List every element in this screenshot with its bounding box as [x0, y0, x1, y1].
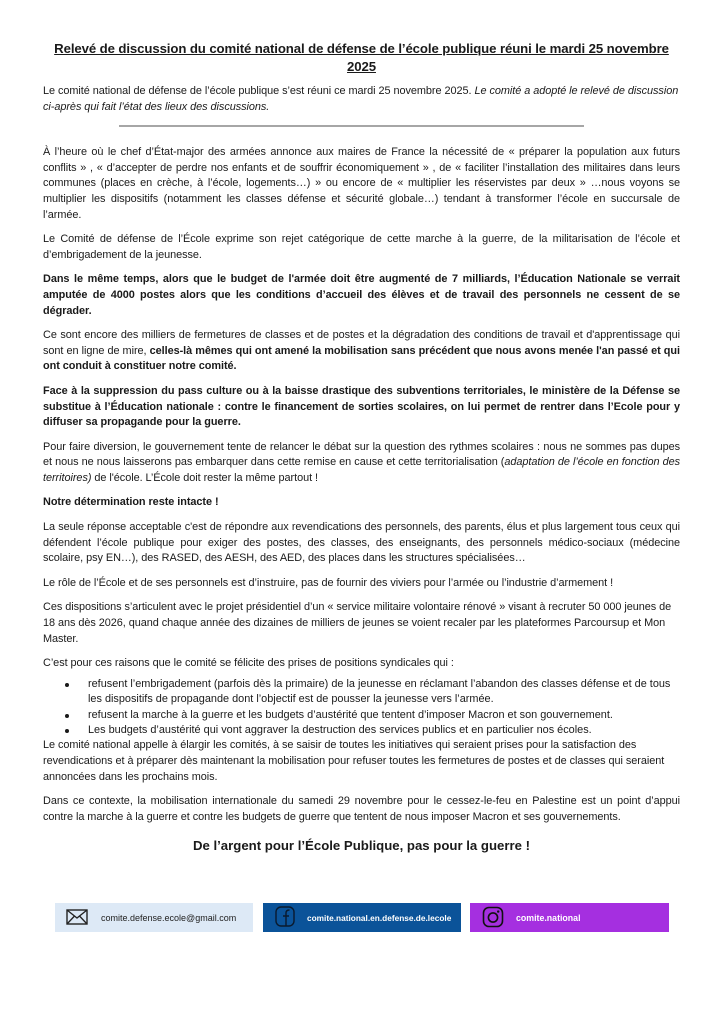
- slogan: De l’argent pour l’École Publique, pas pour la guerre !: [192, 838, 531, 854]
- rythmes-italic-text: adaptation de l’école en fonction des territoires): [43, 456, 680, 484]
- list-item-text: refusent l’embrigadement (parfois dès la primaire) de la jeunesse en réclamant l’abandon des classes défense et de tous les dispositifs de propagande dont l’objectif est de pousser la jeunesse vers l’armée.: [88, 677, 671, 706]
- paragraph-rejection: Le Comité de défense de l’École exprime son rejet catégorique de cette marche à la guerre, de la militarisation de l’école et d’embrigadement de la jeunesse.: [43, 233, 680, 261]
- paragraph-role: Le rôle de l’École et de ses personnels est d’instruire, pas de fournir des viviers pour l’armée ou l’industrie d’armement !: [43, 576, 614, 589]
- list-item: [43, 708, 680, 723]
- paragraph-pass-culture: Face à la suppression du pass culture ou à la baisse drastique des subventions territoriales, le ministère de la Défense se substitue à l’Éducation nationale : contre le financement de sorties scolaires, on lui permet de rentrer dans l’Ecole pour y diffuser sa propagande pour la guerre.: [43, 384, 680, 429]
- document-page: [43, 40, 680, 855]
- bullet-icon: [65, 714, 69, 718]
- list-item: [43, 677, 680, 708]
- paragraph-demands: La seule réponse acceptable c'est de répondre aux revendications des personnels, des parents, élus et plus largement tous ceux qui défendent l’école publique pour exiger des postes, des classes, des enseignants, des personnels médico-sociaux (médecine scolaire, psy EN…), des RASED, des AESH, des AED, des places dans les structures spécialisées…: [43, 521, 680, 565]
- paragraph-determination: Notre détermination reste intacte !: [43, 496, 219, 509]
- instagram-contact[interactable]: [470, 903, 669, 932]
- list-item: [43, 723, 680, 738]
- rythmes-text-a: Pour faire diversion, le gouvernement tente de relancer le débat sur la question des rythmes scolaires : nous ne sommes pas dupes et nous ne nous laisserons pas embarquer dans cette remise en cause et cette territorialisation (: [43, 440, 680, 469]
- paragraph-context: À l’heure où le chef d’État-major des armées annonce aux maires de France la nécessité de « préparer la population aux futurs conflits » , « d’accepter de perdre nos enfants et de souffrir économiquement » , de « faciliter l’installation des militaires dans leurs communes (places en crèche, à l’école, logements…) » ou encore de « multiplier les réservistes par deux » …nous voyons se multiplier les dispositifs (notamment les classes défense et sécurité globale…) tendant à transformer l’école en succursale de l’armée.: [43, 146, 680, 221]
- rythmes-text-b: de l'école. L’École doit rester la même partout !: [91, 471, 319, 484]
- instagram-handle[interactable]: comite.national: [516, 912, 581, 923]
- paragraph-syndicales: C’est pour ces raisons que le comité se félicite des prises de positions syndicales qui :: [43, 657, 454, 670]
- intro-paragraph: [43, 84, 680, 115]
- email-address[interactable]: comite.defense.ecole@gmail.com: [101, 912, 237, 923]
- email-contact[interactable]: [55, 903, 253, 932]
- closures-text: Ce sont encore des milliers de fermetures de classes et de postes et la dégradation des conditions de travail et d'apprentissage qui sont en ligne de mire,: [43, 329, 680, 357]
- envelope-icon: [66, 909, 88, 927]
- intro-italic-text: Le comité a adopté le relevé de discussion ci-après qui fait l’état des lieux des discussions.: [43, 85, 679, 113]
- bullet-icon: [65, 683, 69, 687]
- paragraph-budget: Dans le même temps, alors que le budget de l'armée doit être augmenté de 7 milliards, l’Éducation Nationale se verrait amputée de 4000 postes alors que les conditions d’accueil des élèves et de travail des personnels ne cessent de se dégrader.: [43, 273, 680, 317]
- separator-line: [119, 125, 584, 127]
- paragraph-call: Le comité national appelle à élargir les comités, à se saisir de toutes les initiatives qui seraient prises pour la satisfaction des revendications et à préparer dès maintenant la mobilisation pour refuser toutes les fermetures de postes et de classes qui seraient annoncées dans les prochains mois.: [43, 739, 665, 783]
- paragraph-closures: [43, 328, 680, 375]
- paragraph-service-militaire: Ces dispositions s’articulent avec le projet présidentiel d’un « service militaire volontaire rénové » visant à recruter 50 000 jeunes de 18 ans dès 2026, quand chaque année des dizaines de milliers de jeunes se voient recaler par les plateformes Parcoursup et Mon Master.: [43, 601, 672, 645]
- paragraph-palestine: Dans ce contexte, la mobilisation internationale du samedi 29 novembre pour le cessez-le-feu en Palestine est un point d’appui contre la marche à la guerre et contre les budgets de guerre que tentent de nous imposer Macron et ses gouvernements.: [43, 795, 680, 823]
- facebook-handle[interactable]: comite.national.en.defense.de.lecole: [307, 912, 452, 923]
- paragraph-rythmes: [43, 440, 680, 487]
- contact-footer: [55, 903, 670, 932]
- list-item-text: refusent la marche à la guerre et les budgets d’austérité que tentent d’imposer Macron et son gouvernement.: [88, 708, 613, 721]
- list-item-text: Les budgets d’austérité qui vont aggraver la destruction des services publics et en particulier nos écoles.: [88, 724, 592, 737]
- bullet-icon: [65, 729, 69, 733]
- closures-bold-text: celles-là mêmes qui ont amené la mobilisation sans précédent que nous avons menée l'an passé et qui ont conduit à constituer notre comité.: [43, 344, 680, 373]
- instagram-icon: [482, 906, 504, 930]
- syndicales-list: [43, 677, 680, 739]
- facebook-contact[interactable]: [263, 903, 461, 932]
- document-title: Relevé de discussion du comité national de défense de l’école publique réuni le mardi 25 novembre 2025: [54, 41, 669, 74]
- intro-text: Le comité national de défense de l’école publique s’est réuni ce mardi 25 novembre 2025.: [43, 85, 475, 97]
- facebook-icon: [275, 906, 295, 929]
